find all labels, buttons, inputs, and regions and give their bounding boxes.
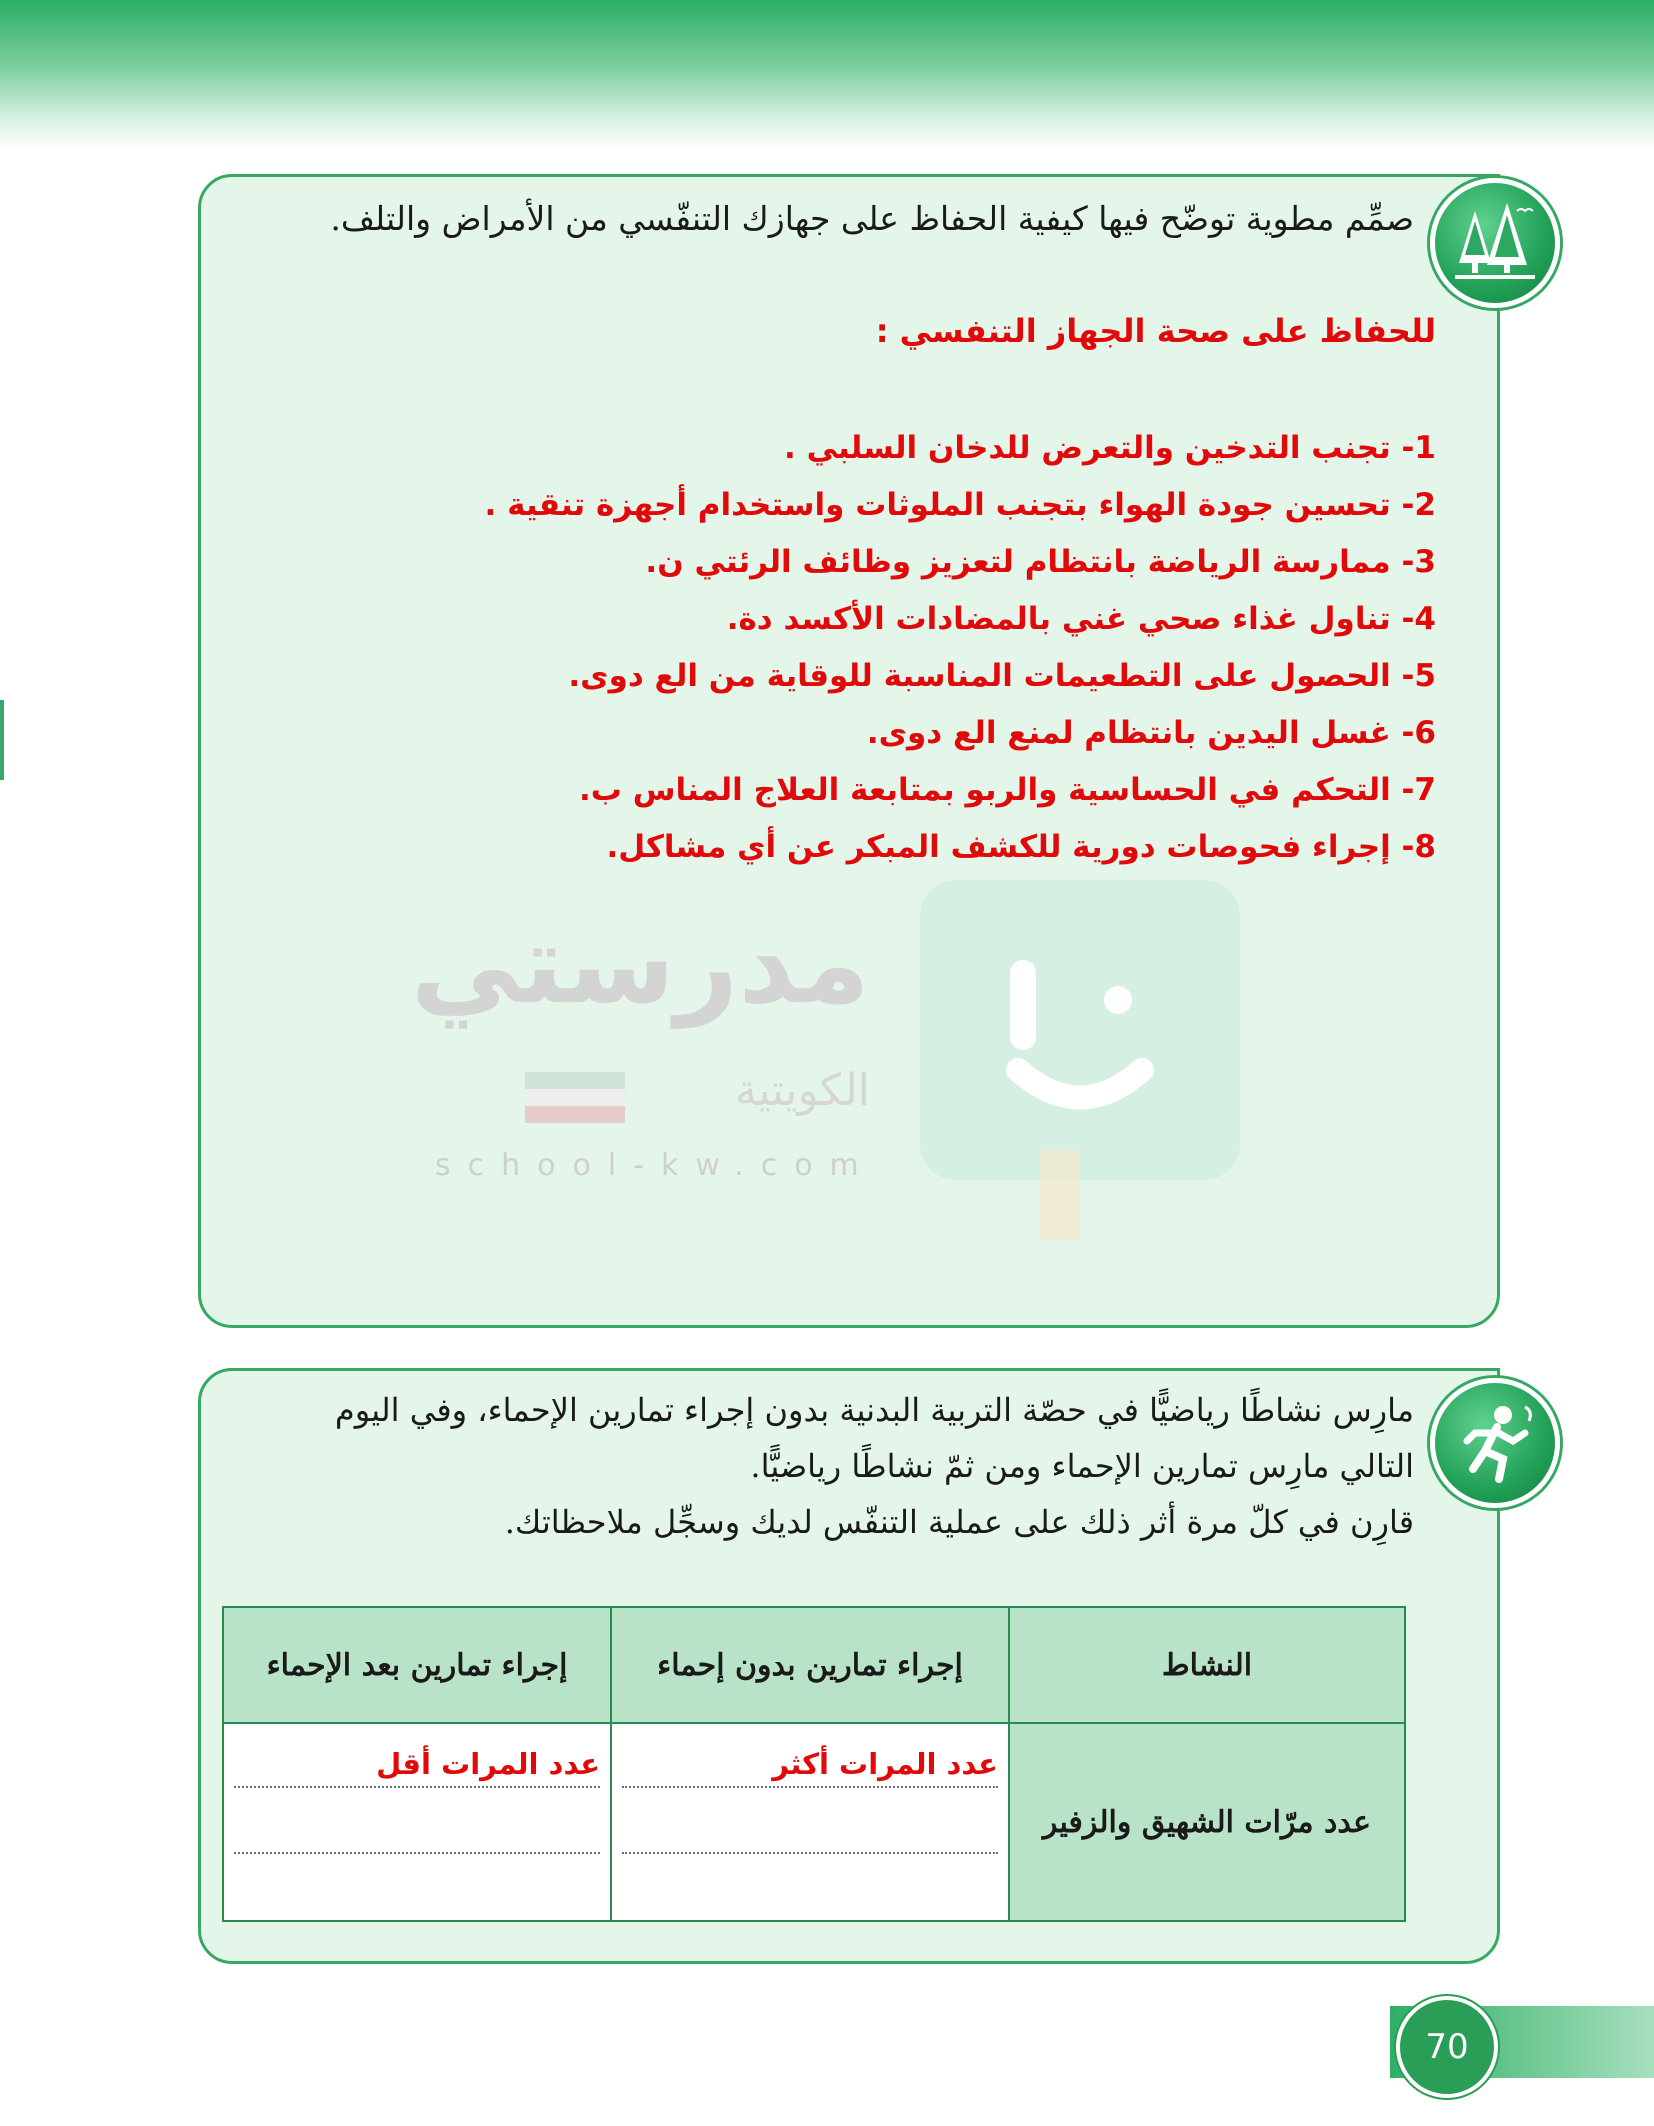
answer-item: 7- التحكم في الحساسية والربو بمتابعة العلاج المناس ب. xyxy=(578,772,1436,808)
header-without-warmup: إجراء تمارين بدون إحماء xyxy=(611,1607,1009,1723)
answer-item: 8- إجراء فحوصات دورية للكشف المبكر عن أي مشاكل. xyxy=(606,829,1436,865)
page-edge-marker xyxy=(0,700,4,780)
writing-line xyxy=(622,1788,998,1854)
header-band xyxy=(0,0,1654,150)
page-number: 70 xyxy=(1396,1996,1498,2098)
watermark xyxy=(400,880,1260,1240)
header-with-warmup: إجراء تمارين بعد الإحماء xyxy=(223,1607,611,1723)
watermark-url: school-kw.com xyxy=(435,1148,876,1183)
answer-more: عدد المرات أكثر xyxy=(622,1742,998,1788)
answer-heading: للحفاظ على صحة الجهاز التنفسي : xyxy=(875,312,1436,350)
answer-less: عدد المرات أقل xyxy=(234,1742,600,1788)
observation-table xyxy=(222,1606,1406,1922)
answer-cell-with-warmup xyxy=(223,1723,611,1921)
watermark-flag-icon xyxy=(525,1072,625,1124)
answer-item: 4- تناول غذاء صحي غني بالمضادات الأكسد دة. xyxy=(726,601,1436,637)
forest-trees-icon xyxy=(1430,178,1560,308)
activity-line: التالي مارِس تمارين الإحماء ومن ثمّ نشاطًا رياضيًّا. xyxy=(750,1447,1414,1485)
answer-item: 1- تجنب التدخين والتعرض للدخان السلبي . xyxy=(784,430,1436,466)
task-instruction: صمِّم مطوية توضّح فيها كيفية الحفاظ على جهازك التنفّسي من الأمراض والتلف. xyxy=(330,199,1414,238)
answer-list xyxy=(236,420,1436,876)
row-label: عدد مرّات الشهيق والزفير xyxy=(1009,1723,1405,1921)
answer-item: 5- الحصول على التطعيمات المناسبة للوقاية من الع دوى. xyxy=(568,658,1436,694)
activity-line: قارِن في كلّ مرة أثر ذلك على عملية التنفّس لديك وسجِّل ملاحظاتك. xyxy=(504,1503,1414,1541)
table-header-row xyxy=(223,1607,1405,1723)
watermark-bookmark xyxy=(1040,1150,1080,1240)
answer-item: 6- غسل اليدين بانتظام لمنع الع دوى. xyxy=(866,715,1436,751)
table-row xyxy=(223,1723,1405,1921)
activity-instructions xyxy=(244,1382,1414,1550)
header-activity: النشاط xyxy=(1009,1607,1405,1723)
activity-line: مارِس نشاطًا رياضيًّا في حصّة التربية البدنية بدون إجراء تمارين الإحماء، وفي اليوم xyxy=(334,1391,1414,1429)
answer-cell-without-warmup xyxy=(611,1723,1009,1921)
running-person-icon xyxy=(1430,1378,1560,1508)
watermark-title: مدرستي xyxy=(410,900,870,1028)
answer-item: 3- ممارسة الرياضة بانتظام لتعزيز وظائف الرئتي ن. xyxy=(645,544,1436,580)
watermark-subtitle: الكويتية xyxy=(734,1065,870,1116)
watermark-smile-icon xyxy=(990,950,1170,1130)
writing-line xyxy=(234,1788,600,1854)
answer-item: 2- تحسين جودة الهواء بتجنب الملوثات واستخدام أجهزة تنقية . xyxy=(484,487,1436,523)
